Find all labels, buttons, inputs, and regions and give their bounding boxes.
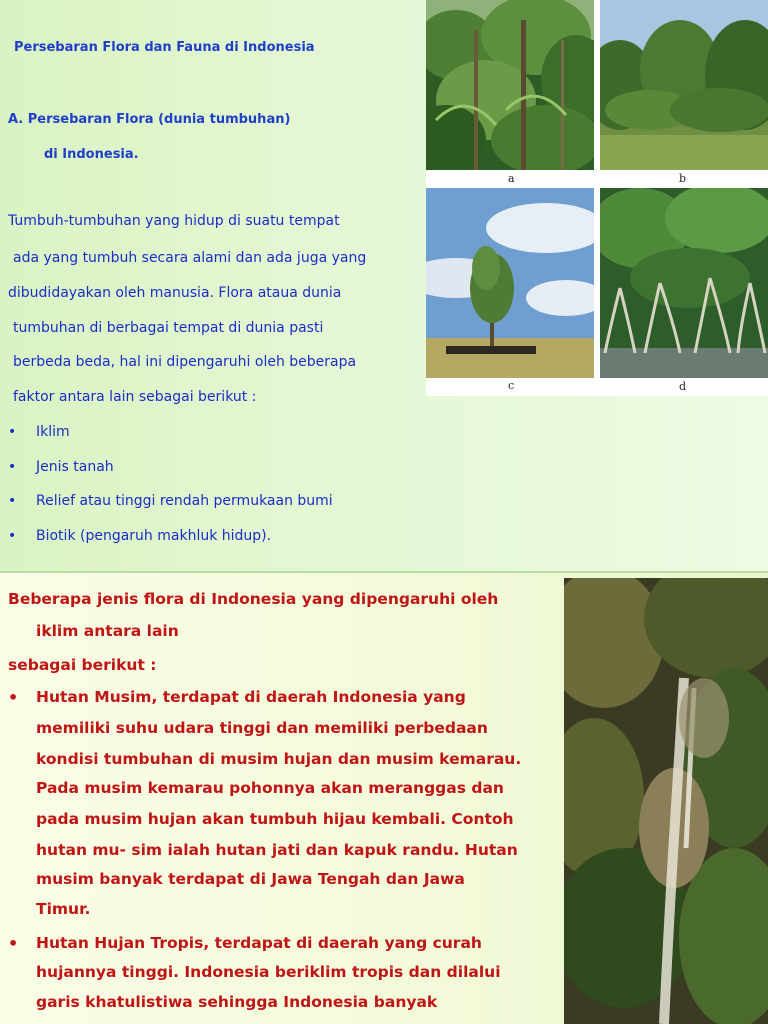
hutan-musim-line: Hutan Musim, terdapat di daerah Indonesia yang (36, 688, 466, 706)
forest-waterfall-photo (564, 578, 768, 1024)
bullet: • (8, 934, 19, 953)
hutan-musim-line: Pada musim kemarau pohonnya akan meranggas dan (36, 779, 504, 797)
hutan-hujan-line: garis khatulistiwa sehingga Indonesia banyak (36, 993, 438, 1011)
hutan-musim-line: musim banyak terdapat di Jawa Tengah dan Jawa (36, 870, 465, 888)
intro-line: Beberapa jenis flora di Indonesia yang dipengaruhi oleh (8, 590, 499, 608)
photo-caption-b: b (679, 172, 687, 185)
factor-label: Iklim (36, 424, 70, 440)
photo-caption-a: a (508, 172, 515, 185)
factor-label: Biotik (pengaruh makhluk hidup). (36, 528, 272, 544)
section-heading-line-1: A. Persebaran Flora (dunia tumbuhan) (8, 112, 291, 127)
factor-label: Jenis tanah (36, 459, 114, 475)
hutan-hujan-line: hujannya tinggi. Indonesia beriklim tropis dan dilalui (36, 963, 501, 981)
hutan-musim-line: pada musim hujan akan tumbuh hijau kembali. Contoh (36, 810, 514, 828)
intro-line: sebagai berikut : (8, 656, 157, 674)
rainforest-photo (426, 0, 594, 170)
mangrove-photo (600, 188, 768, 378)
hutan-musim-line: memiliki suhu udara tinggi dan memiliki perbedaan (36, 719, 488, 737)
bullet: • (8, 459, 17, 475)
hutan-hujan-line: Hutan Hujan Tropis, terdapat di daerah yang curah (36, 934, 482, 952)
bullet: • (8, 688, 19, 707)
paragraph-line: dibudidayakan oleh manusia. Flora ataua dunia (8, 285, 342, 301)
slide-title: Persebaran Flora dan Fauna di Indonesia (14, 40, 315, 55)
paragraph-line: ada yang tumbuh secara alami dan ada juga yang (13, 250, 367, 266)
paragraph-line: Tumbuh-tumbuhan yang hidup di suatu tempat (8, 213, 340, 229)
savanna-photo (426, 188, 594, 378)
photo-caption-c: c (508, 379, 515, 392)
hutan-musim-line: hutan mu- sim ialah hutan jati dan kapuk randu. Hutan (36, 841, 518, 859)
intro-line: iklim antara lain (36, 622, 179, 640)
factor-label: Relief atau tinggi rendah permukaan bumi (36, 493, 333, 509)
section-heading-line-2: di Indonesia. (44, 147, 139, 162)
open-forest-photo (600, 0, 768, 170)
vegetation-photo-grid (426, 0, 768, 396)
paragraph-line: faktor antara lain sebagai berikut : (13, 389, 257, 405)
bullet: • (8, 493, 17, 509)
paragraph-line: berbeda beda, hal ini dipengaruhi oleh beberapa (13, 354, 357, 370)
hutan-musim-line: kondisi tumbuhan di musim hujan dan musim kemarau. (36, 750, 522, 768)
bullet: • (8, 528, 17, 544)
paragraph-line: tumbuhan di berbagai tempat di dunia pasti (13, 320, 324, 336)
hutan-musim-line: Timur. (36, 900, 91, 918)
photo-caption-d: d (679, 380, 687, 393)
bullet: • (8, 424, 17, 440)
